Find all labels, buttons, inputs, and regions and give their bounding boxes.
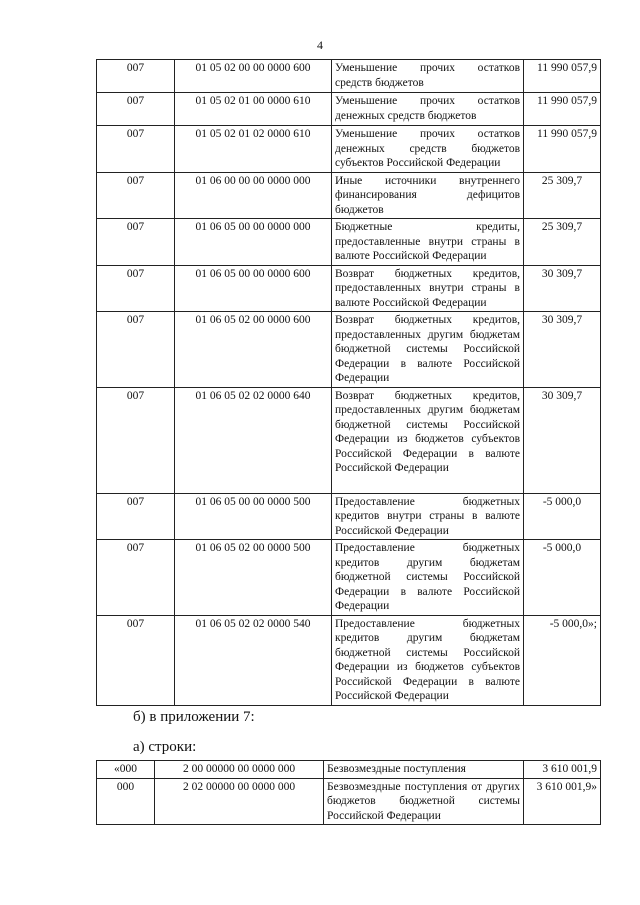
- description-cell: Иные источники внутреннего финансирования дефицитов бюджетов: [332, 172, 524, 219]
- table-row: [97, 387, 601, 493]
- classification-code-cell: 01 06 05 00 00 0000 500: [175, 493, 332, 540]
- admin-code-cell: 007: [97, 312, 175, 388]
- admin-code-cell: 007: [97, 60, 175, 93]
- classification-code-cell: 2 00 00000 00 0000 000: [155, 761, 324, 779]
- classification-code-cell: 01 06 05 02 00 0000 600: [175, 312, 332, 388]
- description-cell: Возврат бюджетных кредитов, предоставленных другим бюджетам бюджетной системы Российской Федерации из бюджетов субъектов Российской Федерации в валюте Российской Федерации: [332, 387, 524, 493]
- description-cell: Уменьшение прочих остатков средств бюджетов: [332, 60, 524, 93]
- table-row: [97, 540, 601, 616]
- classification-code-cell: 01 05 02 01 02 0000 610: [175, 126, 332, 173]
- description-cell: Предоставление бюджетных кредитов другим бюджетам бюджетной системы Российской Федерации из бюджетов субъектов Российской Федерации в валюте Российской Федерации: [332, 615, 524, 705]
- amount-cell: -5 000,0: [524, 493, 601, 540]
- amount-cell: 11 990 057,9: [524, 93, 601, 126]
- table-row: [97, 265, 601, 312]
- description-cell: Возврат бюджетных кредитов, предоставленных внутри страны в валюте Российской Федерации: [332, 265, 524, 312]
- amount-cell: 3 610 001,9»: [524, 778, 601, 825]
- table-row: [97, 615, 601, 705]
- description-cell: Бюджетные кредиты, предоставленные внутри страны в валюте Российской Федерации: [332, 219, 524, 266]
- amount-cell: 30 309,7: [524, 312, 601, 388]
- table-row: [97, 126, 601, 173]
- classification-code-cell: 01 05 02 00 00 0000 600: [175, 60, 332, 93]
- revenues-table: [96, 760, 601, 825]
- description-cell: Предоставление бюджетных кредитов внутри страны в валюте Российской Федерации: [332, 493, 524, 540]
- amount-cell: -5 000,0: [524, 540, 601, 616]
- amount-cell: 25 309,7: [524, 172, 601, 219]
- table-row: [97, 778, 601, 825]
- classification-code-cell: 01 05 02 01 00 0000 610: [175, 93, 332, 126]
- amount-cell: 3 610 001,9: [524, 761, 601, 779]
- description-cell: Уменьшение прочих остатков денежных средств бюджетов субъектов Российской Федерации: [332, 126, 524, 173]
- description-cell: Возврат бюджетных кредитов, предоставленных другим бюджетам бюджетной системы Российской Федерации в валюте Российской Федерации: [332, 312, 524, 388]
- admin-code-cell: 007: [97, 93, 175, 126]
- amount-cell: 11 990 057,9: [524, 60, 601, 93]
- classification-code-cell: 01 06 05 02 00 0000 500: [175, 540, 332, 616]
- amount-cell: 30 309,7: [524, 387, 601, 493]
- page-number: 4: [317, 38, 323, 52]
- sources-table: [96, 59, 601, 706]
- admin-code-cell: 007: [97, 615, 175, 705]
- classification-code-cell: 01 06 05 00 00 0000 000: [175, 219, 332, 266]
- classification-code-cell: 01 06 00 00 00 0000 000: [175, 172, 332, 219]
- table-row: [97, 761, 601, 779]
- admin-code-cell: 007: [97, 265, 175, 312]
- paragraph-lines: а) строки:: [133, 739, 197, 755]
- table-row: [97, 493, 601, 540]
- classification-code-cell: 01 06 05 02 02 0000 640: [175, 387, 332, 493]
- description-cell: Безвозмездные поступления от других бюджетов бюджетной системы Российской Федерации: [324, 778, 524, 825]
- description-cell: Предоставление бюджетных кредитов другим бюджетам бюджетной системы Российской Федерации в валюте Российской Федерации: [332, 540, 524, 616]
- table-row: [97, 219, 601, 266]
- classification-code-cell: 01 06 05 02 02 0000 540: [175, 615, 332, 705]
- amount-cell: 25 309,7: [524, 219, 601, 266]
- admin-code-cell: 007: [97, 540, 175, 616]
- classification-code-cell: 01 06 05 00 00 0000 600: [175, 265, 332, 312]
- admin-code-cell: 007: [97, 172, 175, 219]
- amount-cell: 11 990 057,9: [524, 126, 601, 173]
- admin-code-cell: 007: [97, 219, 175, 266]
- description-cell: Безвозмездные поступления: [324, 761, 524, 779]
- table-row: [97, 60, 601, 93]
- admin-code-cell: 007: [97, 493, 175, 540]
- amount-cell: -5 000,0»;: [524, 615, 601, 705]
- paragraph-appendix-7: б) в приложении 7:: [133, 709, 255, 725]
- table-row: [97, 93, 601, 126]
- admin-code-cell: 007: [97, 387, 175, 493]
- admin-code-cell: 000: [97, 778, 155, 825]
- admin-code-cell: 007: [97, 126, 175, 173]
- table-row: [97, 172, 601, 219]
- table-row: [97, 312, 601, 388]
- classification-code-cell: 2 02 00000 00 0000 000: [155, 778, 324, 825]
- description-cell: Уменьшение прочих остатков денежных средств бюджетов: [332, 93, 524, 126]
- amount-cell: 30 309,7: [524, 265, 601, 312]
- admin-code-cell: «000: [97, 761, 155, 779]
